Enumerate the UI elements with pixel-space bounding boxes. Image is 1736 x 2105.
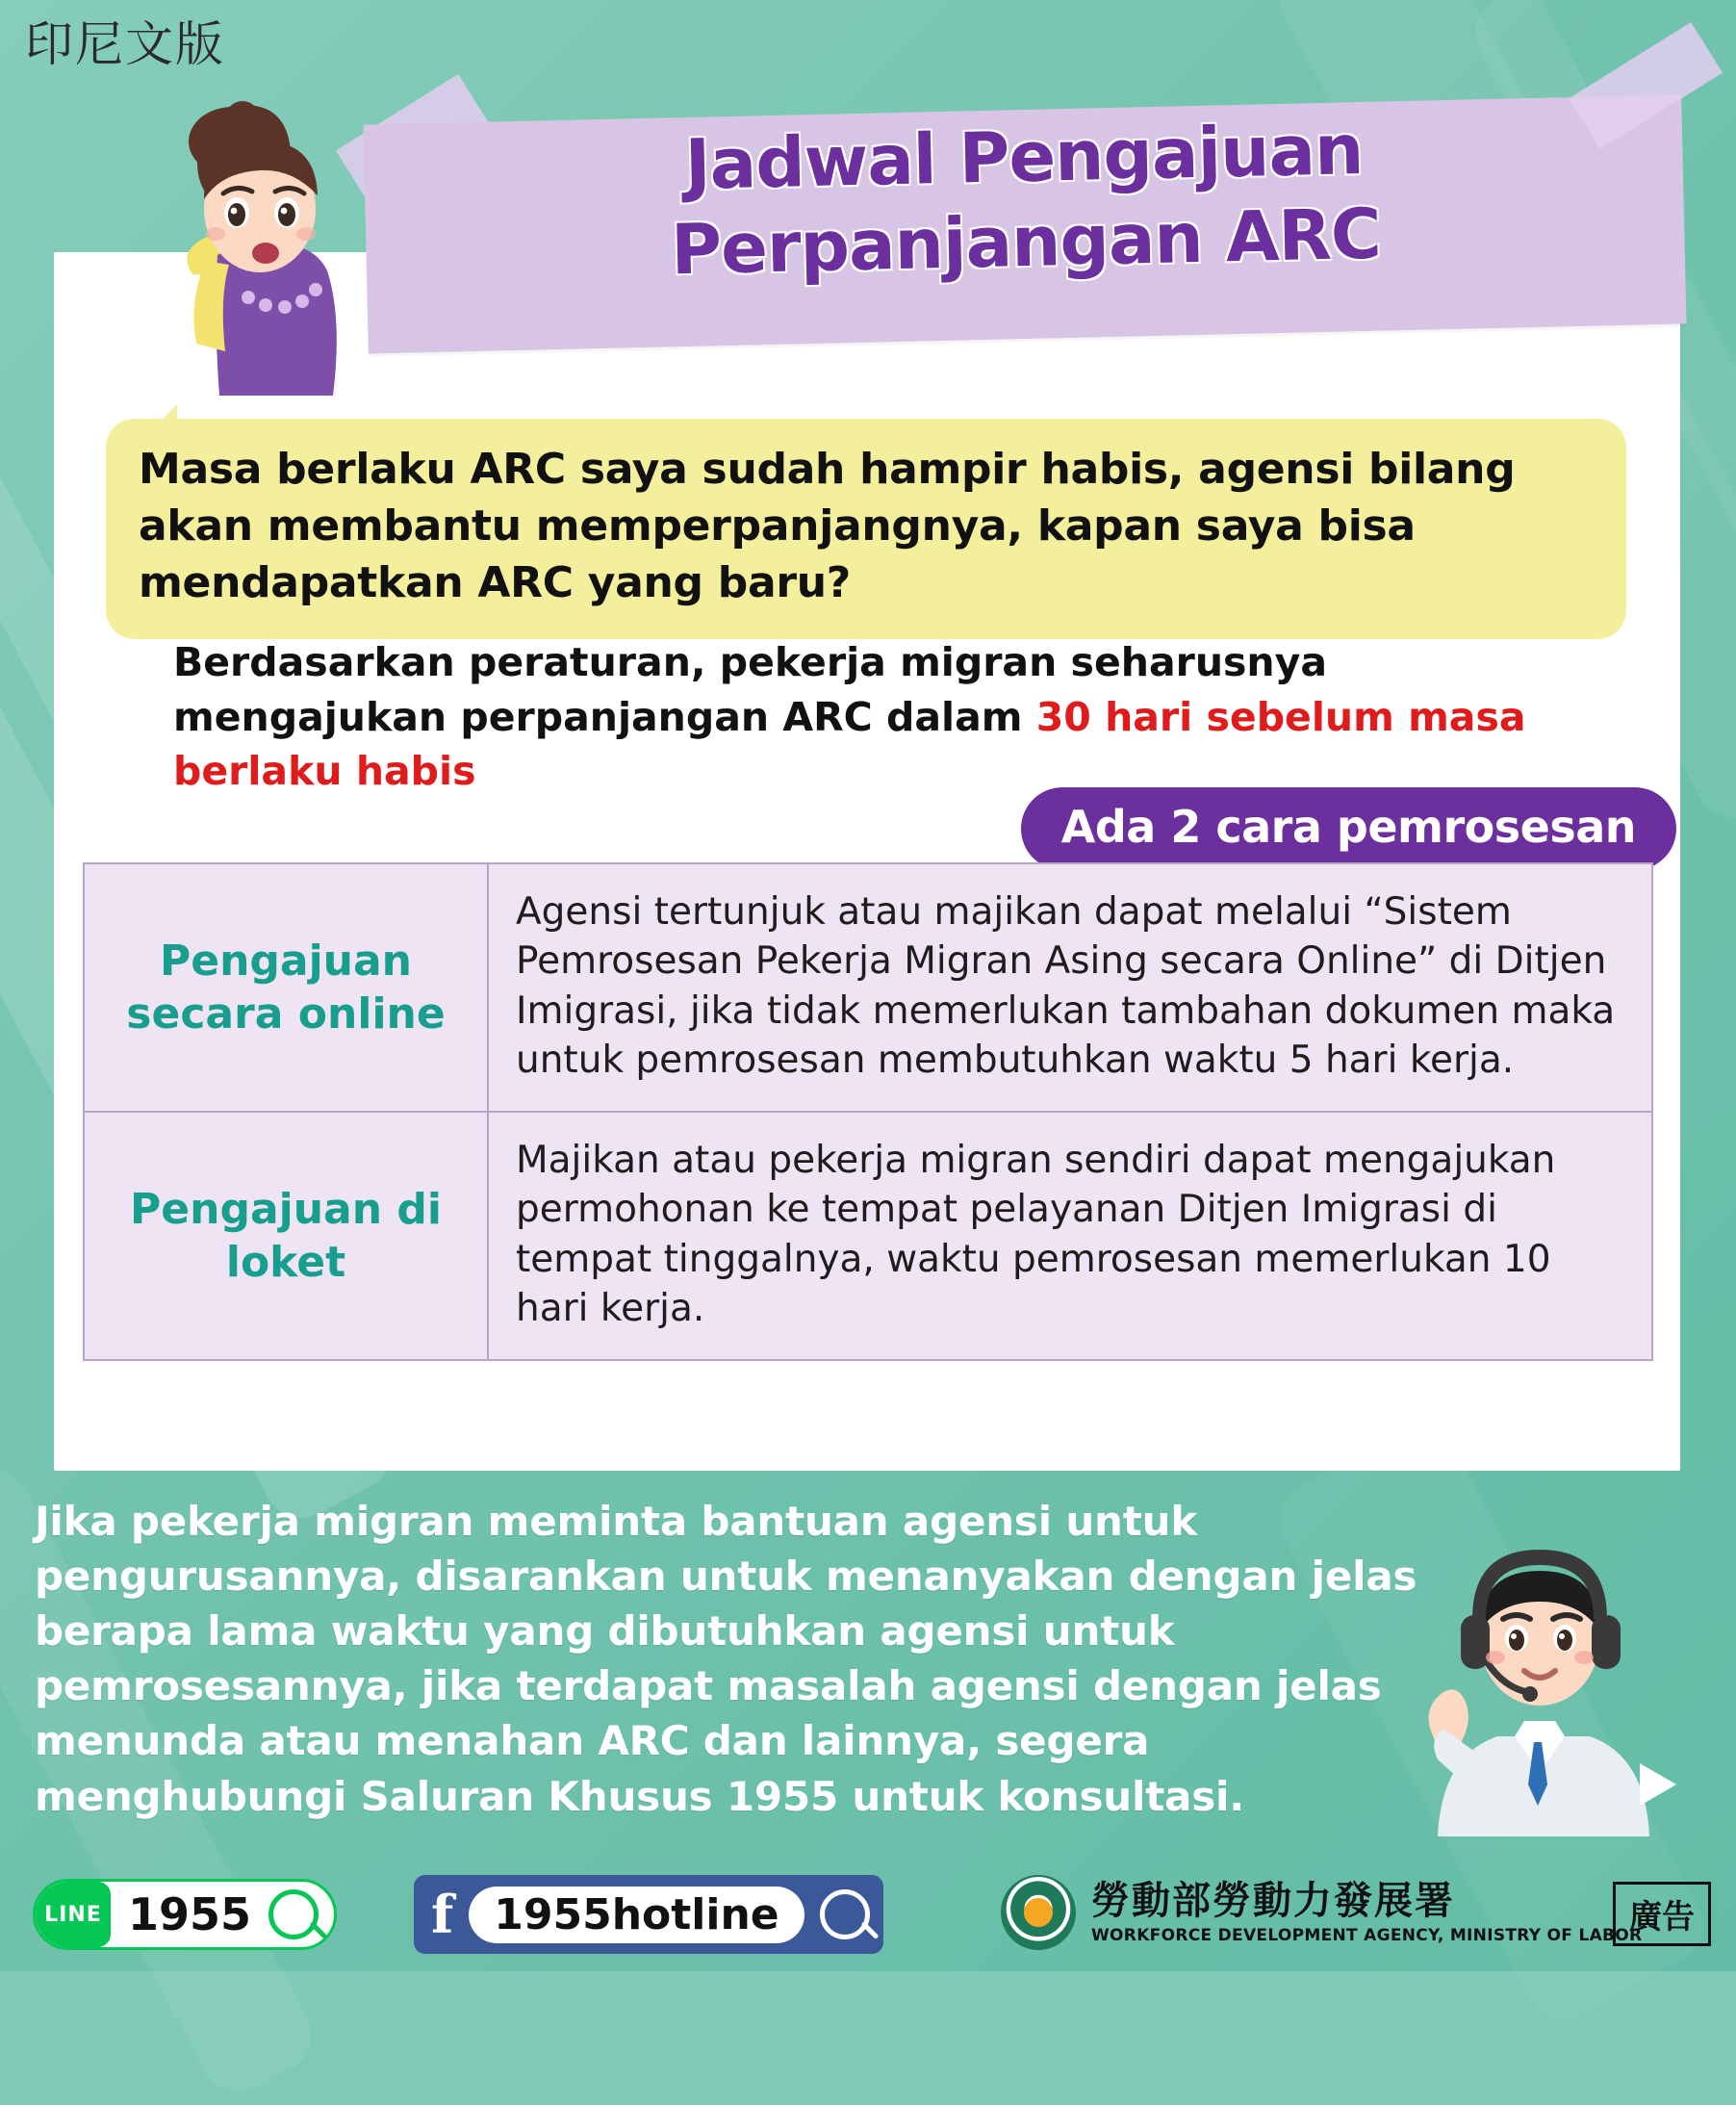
page-title-line-2: Perpanjangan ARC: [670, 193, 1382, 291]
facebook-contact-chip[interactable]: [414, 1875, 883, 1954]
organization-block: [1001, 1875, 1642, 1950]
agency-logo-icon: [1001, 1875, 1076, 1950]
language-tag: 印尼文版: [25, 16, 225, 72]
table-row-label: [85, 1113, 489, 1359]
page-title-line-1: Jadwal Pengajuan: [683, 109, 1365, 205]
table-row: [85, 1111, 1651, 1359]
line-icon: LINE: [36, 1882, 111, 1947]
rule-highlight: 30 hari sebelum masa berlaku habis: [173, 693, 1526, 795]
search-icon[interactable]: [268, 1889, 319, 1939]
rule-paragraph: [173, 635, 1597, 799]
table-row: [85, 864, 1651, 1111]
methods-pill: Ada 2 cara pemrosesan: [1021, 787, 1676, 870]
rule-text: Berdasarkan peraturan, pekerja migran seharusnya mengajukan perpanjangan ARC dalam: [173, 639, 1328, 740]
org-name-en: WORKFORCE DEVELOPMENT AGENCY, MINISTRY OF LABOR: [1091, 1926, 1643, 1945]
counter-method-label: Pengajuan di loket: [130, 1184, 442, 1287]
online-method-text: Agensi tertunjuk atau majikan dapat melalui “Sistem Pemrosesan Pekerja Migran Asing secara Online” di Ditjen Imigrasi, jika tidak memerlukan tambahan dokumen maka untuk pemrosesan membutuhkan waktu 5 hari kerja.: [516, 890, 1616, 1083]
line-contact-chip[interactable]: [33, 1879, 337, 1950]
bottom-note: Jika pekerja migran meminta bantuan agensi untuk pengurusannya, disarankan untuk menanyakan dengan jelas berapa lama waktu yang dibutuhkan agensi untuk pemrosesannya, jika terdapat masalah agensi dengan jelas menunda atau menahan ARC dan lainnya, segera menghubungi Saluran Khusus 1955 untuk konsultasi.: [35, 1498, 1417, 1820]
question-text: Masa berlaku ARC saya sudah hampir habis, agensi bilang akan membantu memperpanjangnya, kapan saya bisa mendapatkan ARC yang baru?: [139, 445, 1516, 607]
counter-method-text: Majikan atau pekerja migran sendiri dapat mengajukan permohonan ke tempat pelayanan Ditjen Imigrasi di tempat tinggalnya, waktu pemrosesan memerlukan 10 hari kerja.: [516, 1138, 1556, 1331]
online-method-label: Pengajuan secara online: [126, 936, 446, 1039]
search-icon[interactable]: [820, 1889, 870, 1939]
footer-bar: [0, 1850, 1736, 1971]
page-title: [364, 100, 1686, 299]
facebook-id: 1955hotline: [469, 1887, 804, 1943]
table-row-label: [85, 864, 489, 1111]
facebook-icon: f: [431, 1884, 454, 1945]
table-row-description: [489, 864, 1651, 1111]
headset-agent-illustration: [1380, 1519, 1698, 1836]
ad-label: 廣告: [1613, 1882, 1711, 1946]
question-bubble: [106, 419, 1626, 639]
table-row-description: [489, 1113, 1651, 1359]
woman-illustration: [106, 91, 366, 409]
line-id: 1955: [128, 1888, 252, 1940]
title-banner: [366, 96, 1684, 348]
methods-table: [83, 862, 1653, 1361]
org-name-cn: 勞動部勞動力發展署: [1091, 1879, 1455, 1923]
